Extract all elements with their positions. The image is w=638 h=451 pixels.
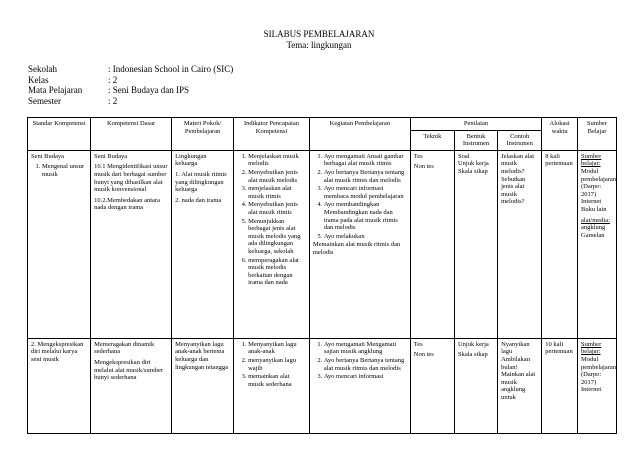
- cell-alokasi: 8 kali pertemuan: [542, 150, 578, 338]
- cell-standar: 2. Mengekspresikan diri melalui karya seni musik: [28, 338, 91, 433]
- meta-row-kelas: [28, 75, 233, 86]
- cell-contoh: Jelaskan alat musik melodis? Sebutkan jenis alat musik melodis?: [498, 150, 542, 338]
- meta-label: Semester: [28, 95, 61, 106]
- bentuk-item: Skala sikap: [457, 167, 488, 175]
- syllabus-table: [27, 117, 617, 434]
- header-indikator: Indikator Pencapaian Kompetensi: [234, 118, 310, 151]
- cell-materi: [172, 150, 234, 338]
- meta-row-semester: [28, 96, 233, 107]
- meta-value: : Seni Budaya dan IPS: [108, 85, 189, 95]
- sumber-text: Modul pembelajaran (Darpo: 2017) Internet: [581, 355, 617, 394]
- list-item: 2. Ayo bertanya Bertanya tentang alat musik ritmis dan melodis: [324, 357, 407, 372]
- cell-indikator: [234, 150, 310, 338]
- header-kompetensi-dasar: Kompetensi Dasar: [91, 118, 172, 151]
- cell-kompetensi-dasar: [91, 338, 172, 433]
- list-item: 3. Ayo mencari informasi: [324, 373, 407, 381]
- list-item: 1. Menjelaskan musik melodis: [248, 153, 306, 168]
- cell-kegiatan: [309, 338, 410, 433]
- kd-item: 10.2.Membedakan antara nada dengan irama: [94, 196, 160, 212]
- materi-item: Lingkungan keluarga: [175, 152, 207, 168]
- teknik-item: Tes: [413, 340, 423, 348]
- list-item: 5. Ayo melakukan: [324, 233, 407, 241]
- sumber-link[interactable]: Sumber belajar:: [581, 152, 602, 168]
- list-item: 2. menyanyikan lagu wajib: [248, 357, 306, 372]
- meta-label: Mata Pelajaran: [28, 85, 83, 95]
- list-item: 1. Ayo mengamati Amati gambar berbagai alat musik ritmis: [324, 153, 407, 168]
- list-item: 2. Menyebutkan jenis alat musik melodis: [248, 169, 306, 184]
- list-item: 1. Mengenal unsur musik: [42, 163, 87, 178]
- header-bentuk: Bentuk Instrumen: [454, 130, 497, 150]
- materi-item: 2. nada dan irama: [175, 196, 222, 204]
- materi-item: 1. Alat musik ritmis yang dilingkungan keluarga: [175, 170, 227, 194]
- meta-label: Sekolah: [28, 64, 57, 74]
- header-materi: Materi Pokok/ Pembelajaran: [172, 118, 234, 151]
- header-alokasi: Alokasi waktu: [542, 118, 578, 151]
- header-teknik: Teknik: [410, 130, 454, 150]
- list-item: 3. Ayo mencari informasi membaca modul pembelajaran: [324, 185, 407, 200]
- kd-item: Mengekspresikan diri melalui alat musik/sumber bunyi sederhana: [94, 358, 164, 382]
- kegiatan-extra: Memainkan alat musik ritmis dan melodis: [312, 241, 401, 256]
- meta-label: Kelas: [28, 74, 49, 85]
- cell-bentuk: [454, 150, 497, 338]
- list-item: 1. Menyanyikan lagu anak-anak: [248, 341, 306, 356]
- media-text: angklung Gamelan: [581, 224, 606, 239]
- cell-standar: [28, 150, 91, 338]
- bentuk-item: Unjuk kerja: [457, 340, 489, 348]
- standar-title: Seni Budaya: [31, 152, 65, 160]
- teknik-item: Tes: [413, 152, 423, 160]
- cell-materi: Menyanyikan lagu anak-anak bertema keluarga dan lingkungan tetangga: [172, 338, 234, 433]
- cell-contoh: Nyanyikan lagu Ambilakan bulan! Mainkan alat musik angklung untuk: [498, 338, 542, 433]
- meta-row-mapel: [28, 85, 233, 96]
- cell-kegiatan: [309, 150, 410, 338]
- cell-alokasi: 10 kali pertemuan: [542, 338, 578, 433]
- document-subtitle: Tema: lingkungan: [286, 40, 352, 50]
- meta-row-sekolah: [28, 64, 233, 75]
- cell-kompetensi-dasar: [91, 150, 172, 338]
- header-sumber: Sumber Belajar: [578, 118, 617, 151]
- list-item: 4. Menyebutkan jenis alat musik ritmis: [248, 201, 306, 216]
- document-title: SILABUS PEMBELAJARAN: [263, 29, 375, 39]
- header-penilaian: Penilaian: [410, 118, 541, 131]
- list-item: 4. Ayo membandingkan Membandingkan nada dan irama pada alat musik ritmis dan melodis: [324, 201, 407, 231]
- header-row: [28, 118, 617, 131]
- media-link[interactable]: alat/media:: [581, 216, 610, 224]
- identity-block: [28, 64, 233, 106]
- kd-item: 10.1 Mengidentifikasi unsur musik dari berbagai sumber bunyi yang dihasilkan alat musik konvensional: [94, 163, 168, 194]
- bentuk-item: Unjuk kerja: [457, 160, 489, 168]
- meta-value: : Indonesian School in Cairo (SIC): [108, 64, 234, 74]
- list-item: 3. memainkan alat musik sederhana: [248, 373, 306, 388]
- cell-bentuk: [454, 338, 497, 433]
- kd-item: Memeragakan dinamik sederhana: [94, 340, 155, 356]
- list-item: 1. Ayo mengamati Mengamati sajian musik angklung: [324, 341, 407, 356]
- teknik-item: Non tes: [413, 163, 434, 171]
- table-row: [28, 338, 617, 433]
- header-kegiatan: Kegiatan Pembelajaran: [309, 118, 410, 151]
- meta-value: : 2: [108, 74, 118, 85]
- list-item: 6. memperagakan alat musik melodis berkaitan dengan irama dan nada: [248, 257, 306, 287]
- list-item: 5. Menunjukkan berbagai jenis alat musik melodis yang ada dilingkungan keluarga, sekolah: [248, 218, 306, 256]
- cell-sumber: [578, 150, 617, 338]
- header-contoh: Contoh Instrumen: [498, 130, 542, 150]
- meta-value: : 2: [108, 95, 118, 106]
- cell-teknik: [410, 338, 454, 433]
- list-item: 3. menjelaskan alat musik ritmis: [248, 185, 306, 200]
- sumber-link[interactable]: Sumber belajar:: [581, 340, 602, 356]
- cell-teknik: [410, 150, 454, 338]
- cell-sumber: [578, 338, 617, 433]
- list-item: 2. Ayo bertanya Bertanya tentang alat musik ritmis dan melodis: [324, 169, 407, 184]
- sumber-text: Modul pembelajaran (Darpo: 2017) Internet Buku lain: [581, 167, 617, 213]
- bentuk-item: Skala sikap: [457, 351, 488, 359]
- header-standar: Standar Kompetensi: [28, 118, 91, 151]
- teknik-item: Non tes: [413, 351, 434, 359]
- kd-title: Seni Budaya: [94, 152, 128, 160]
- table-row: [28, 150, 617, 338]
- bentuk-item: Soal: [457, 152, 470, 160]
- cell-indikator: [234, 338, 310, 433]
